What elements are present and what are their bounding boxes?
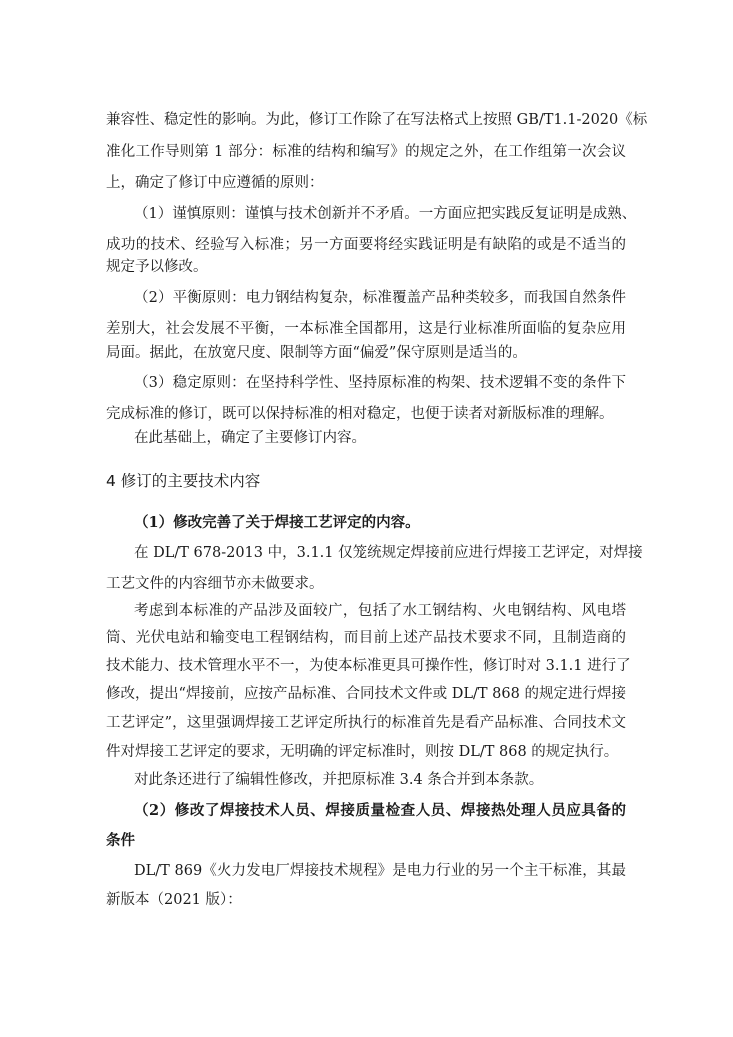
body-text-line: 准化工作导则第 1 部分：标准的结构和编写》的规定之外，在工作组第一次会议 xyxy=(106,144,626,160)
body-text-line: 上，确定了修订中应遵循的原则： xyxy=(106,175,324,191)
body-text-line: 筒、光伏电站和输变电工程钢结构，而目前上述产品技术要求不同，且制造商的 xyxy=(106,630,626,646)
body-text-line: DL/T 869《火力发电厂焊接技术规程》是电力行业的另一个主干标准，其最 xyxy=(134,863,626,879)
section-heading: 4 修订的主要技术内容 xyxy=(106,472,261,490)
body-text-line: 完成标准的修订，既可以保持标准的相对稳定，也便于读者对新版标准的理解。 xyxy=(106,406,614,422)
body-text-line: 规定予以修改。 xyxy=(106,259,208,275)
body-text-line: 新版本（2021 版）： xyxy=(106,892,242,908)
subsection-heading: （1）修改完善了关于焊接工艺评定的内容。 xyxy=(134,514,420,531)
subsection-heading: （2）修改了焊接技术人员、焊接质量检查人员、焊接热处理人员应具备的 xyxy=(134,802,626,819)
body-text-line: 差别大，社会发展不平衡，一本标准全国都用，这是行业标准所面临的复杂应用 xyxy=(106,321,626,337)
body-text-line: 局面。据此，在放宽尺度、限制等方面“偏爱”保守原则是适当的。 xyxy=(106,345,527,361)
body-text-line: 技术能力、技术管理水平不一，为使本标准更具可操作性，修订时对 3.1.1 进行了 xyxy=(106,658,631,674)
body-text-line: 考虑到本标准的产品涉及面较广，包括了水工钢结构、火电钢结构、风电塔 xyxy=(134,603,626,619)
body-text-line: 对此条还进行了编辑性修改，并把原标准 3.4 条合并到本条款。 xyxy=(134,772,544,788)
body-text-line: 工艺文件的内容细节亦未做要求。 xyxy=(106,576,324,592)
body-text-line: 在此基础上，确定了主要修订内容。 xyxy=(134,430,366,446)
body-text-line: 件对焊接工艺评定的要求，无明确的评定标准时，则按 DL/T 868 的规定执行。 xyxy=(106,744,619,760)
principle-2-line: （2）平衡原则：电力钢结构复杂，标准覆盖产品种类较多，而我国自然条件 xyxy=(134,290,626,306)
body-text-line: 修改，提出“焊接前，应按产品标准、合同技术文件或 DL/T 868 的规定进行焊接 xyxy=(106,686,626,702)
principle-3-line: （3）稳定原则：在坚持科学性、坚持原标准的构架、技术逻辑不变的条件下 xyxy=(134,375,626,391)
body-text-line: 在 DL/T 678-2013 中，3.1.1 仅笼统规定焊接前应进行焊接工艺评定，对焊接 xyxy=(134,545,643,561)
body-text-line: 兼容性、稳定性的影响。为此，修订工作除了在写法格式上按照 GB/T1.1-2020《标 xyxy=(106,112,648,128)
body-text-line: 成功的技术、经验写入标准；另一方面要将经实践证明是有缺陷的或是不适当的 xyxy=(106,237,626,253)
body-text-line: 工艺评定”，这里强调焊接工艺评定所执行的标准首先是看产品标准、合同技术文 xyxy=(106,715,626,731)
subsection-heading-continued: 条件 xyxy=(106,832,135,849)
principle-1-line: （1）谨慎原则：谨慎与技术创新并不矛盾。一方面应把实践反复证明是成熟、 xyxy=(134,206,637,222)
